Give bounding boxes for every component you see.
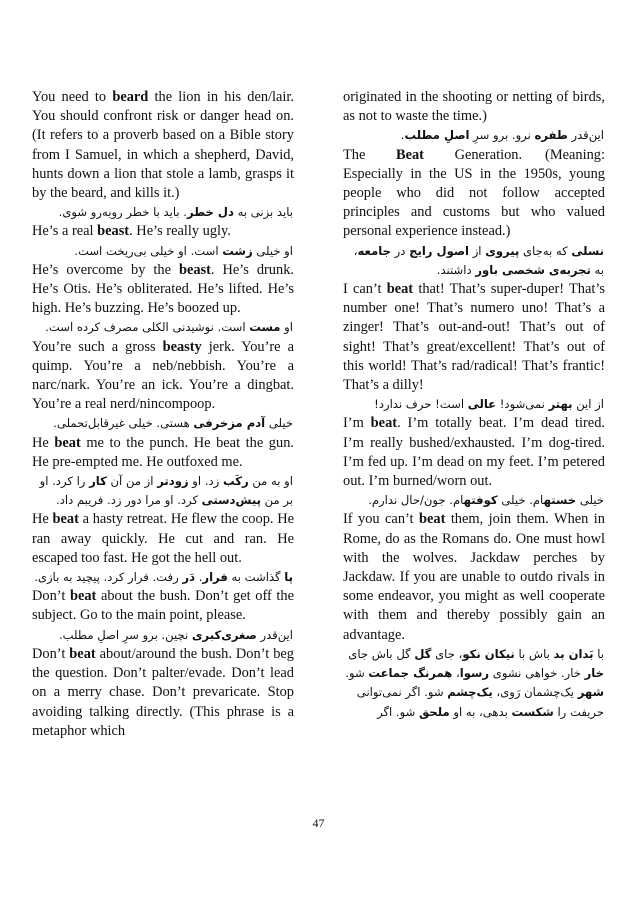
page-number: 47 [312, 816, 325, 830]
english-entry: I’m beat. I’m totally beat. I’m dead tired. I’m really bushed/exhausted. I’m dog-tired. I’m fed up. I’m dead on my feet. I’m petered out. I’m burned/worn out. [343, 415, 605, 490]
persian-translation: او مست است. نوشیدنی الکلی مصرف کرده است. [45, 320, 293, 335]
persian-translation: از این بهتر نمی‌شود! عالی است! حرف ندارد! [374, 397, 604, 412]
english-entry: I can’t beat that! That’s super-duper! That’s number one! That’s numero uno! That’s a zinger! That’s out-and-out! That’s out of sight! That’s great/excellent! That’s out of this world! That’s rad/radical! That’s frantic! That’s a dilly! [343, 281, 605, 394]
right-column [343, 88, 605, 722]
english-entry: He beat a hasty retreat. He flew the coop. He ran away quickly. He cut and ran. He escaped too fast. He got the hell out. [32, 511, 294, 566]
persian-translation: این‌قدر صغری‌کبری نچین. برو سرِ اصلِ مطلب. [58, 627, 293, 642]
english-entry: He’s a real beast. He’s really ugly. [32, 223, 231, 240]
english-entry: You’re such a gross beasty jerk. You’re a quimp. You’re a neb/nebbish. You’re a narc/nark. You’re an ick. You’re a dingbat. You’re a real nerd/nincompoop. [32, 338, 294, 413]
persian-translation: با بَدان بد باش با نیکان نکو، جای گل گل باش جای خار خار. خواهی نشوی رسوا، همرنگ جماعت شو. شهر یک‌چشمان رَوی، یک‌چشم شو. اگر نمی‌توانی حریفت را شکست بدهی، به او ملحق شو. اگر [345, 646, 604, 719]
english-entry: Don’t beat about/around the bush. Don’t beg the question. Don’t palter/evade. Don’t lead on a merry chase. Don’t prevaricate. Stop avoiding talking directly. (This phrase is a metaphor which [32, 645, 294, 739]
persian-translation: خیلی آدم مزخرفی هستی. خیلی غیرقابل‌تحملی. [53, 416, 293, 431]
english-entry: He’s overcome by the beast. He’s drunk. He’s Otis. He’s obliterated. He’s lifted. He’s high. He’s buzzing. He’s boozed up. [32, 261, 294, 317]
english-entry: If you can’t beat them, join them. When in Rome, do as the Romans do. One must howl with the wolves. Jackdaw perches by Jackdaw. If you are unable to outdo rivals in some endeavor, you might as well cooperate with them and thereby possibly gain an advantage. [343, 511, 605, 643]
english-entry: originated in the shooting or netting of birds, as not to waste the time.) [343, 89, 605, 125]
persian-translation: باید بزنی به دل خطر. باید با خطر روبه‌رو شوی. [58, 205, 293, 220]
persian-translation: این‌قدر طفره نرو. برو سرِ اصلِ مطلب. [400, 128, 604, 143]
persian-translation: نسلی که به‌جای پیروی از اصول رایج در جامعه، به تجربه‌ی شخصی باور داشتند. [353, 243, 604, 277]
english-entry: He beat me to the punch. He beat the gun. He pre-empted me. He outfoxed me. [32, 434, 294, 470]
english-entry: The Beat Generation. (Meaning: Especially in the US in the 1950s, young people who did not follow accepted principles and customs but who valued personal experience instead.) [343, 146, 606, 240]
persian-translation: او به من رکَب زد. او زودتر از من آن کار را کرد. او بر من پیش‌دستی کرد. او مرا دور زد. فریبم داد. [39, 474, 293, 508]
left-column [32, 88, 294, 741]
english-entry: Don’t beat about the bush. Don’t get off the subject. Go to the main point, please. [32, 588, 294, 624]
persian-translation: پا گذاشت به فرار. دَر رفت. فرار کرد. پیچید به بازی. [34, 570, 293, 585]
persian-translation: او خیلی زشت است. او خیلی بی‌ریخت است. [74, 243, 293, 258]
persian-translation: خیلی خستهام. خیلی کوفتهام. جون/حال ندارم. [368, 493, 604, 508]
english-entry: You need to beard the lion in his den/lair. You should confront risk or danger head on. (It refers to a proverb based on a Bible story from I Samuel, in which a shepherd, David, hunts down a lion that stole a lamb, grasps it by the beard, and kills it.) [32, 89, 295, 202]
